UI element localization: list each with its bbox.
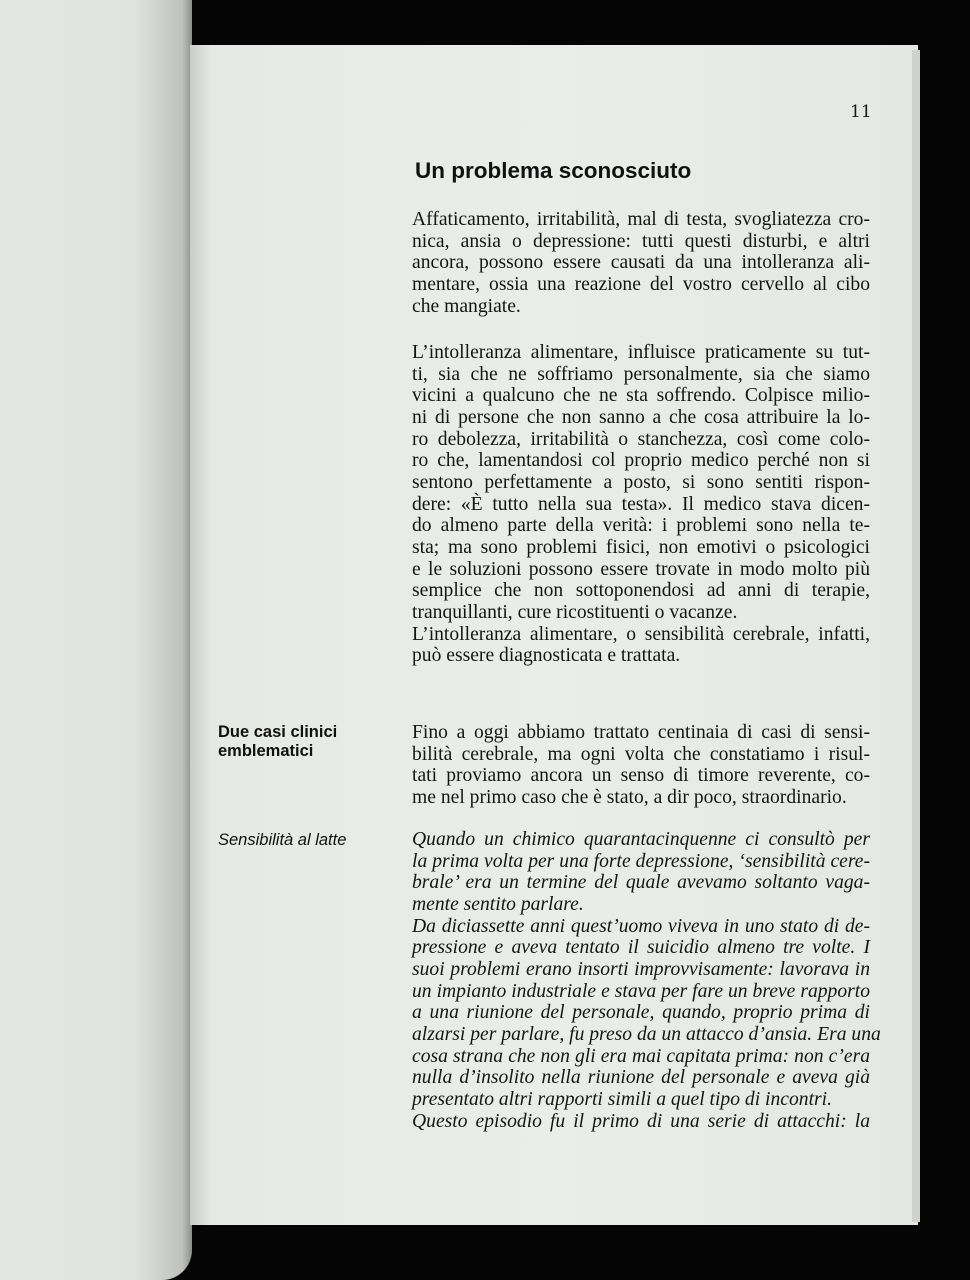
text-line: bilità cerebrale, ma ogni volta che constatiamo i risul- [412,743,870,765]
text-line: sta; ma sono problemi fisici, non emotivi o psicologici [412,536,870,558]
text-line: ro debolezza, irritabilità o stanchezza, così come colo- [412,428,870,450]
side-heading-line: Due casi clinici [218,723,338,741]
paragraph-intro [412,209,870,317]
text-line: tranquillanti, cure ricostituenti o vacanze. [412,601,738,623]
text-line: L’intolleranza alimentare, o sensibilità cerebrale, infatti, [412,623,870,645]
page-edge [912,50,920,1222]
text-line: tati proviamo ancora un senso di timore reverente, co- [412,765,870,787]
text-line: suoi problemi erano insorti improvvisamente: lavorava in [412,958,870,980]
text-line: vicini a qualcuno che ne sta soffrendo. Colpisce milio- [412,385,870,407]
text-line: ancora, possono essere causati da una intolleranza ali- [412,252,870,274]
side-heading-milk: Sensibilità al latte [218,831,347,849]
text-line: ti, sia che ne soffriamo personalmente, sia che siamo [412,363,870,385]
text-line: pressione e aveva tentato il suicidio almeno tre volte. I [412,937,870,959]
text-line: mente sentito parlare. [412,893,584,915]
text-line: a una riunione del personale, quando, proprio prima di [412,1002,870,1024]
text-line: alzarsi per parlare, fu preso da un attacco d’ansia. Era una [412,1023,881,1045]
side-heading-cases [218,723,337,761]
text-line: nica, ansia o depressione: tutti questi disturbi, e altri [412,230,870,252]
text-line: un impianto industriale e stava per fare un breve rapporto [412,980,870,1002]
left-page [0,0,192,1280]
text-line: me nel primo caso che è stato, a dir poco, straordinario. [412,786,847,808]
text-line: Da diciassette anni quest’uomo viveva in uno stato di de- [412,915,870,937]
text-line: e le soluzioni possono essere trovate in modo molto più [412,558,870,580]
text-line: Quando un chimico quarantacinquenne ci consultò per [412,829,870,850]
text-line: Fino a oggi abbiamo trattato centinaia di casi di sensi- [412,722,870,743]
text-line: ni di persone che non sanno a che cosa attribuire la lo- [412,406,870,428]
text-line: Affaticamento, irritabilità, mal di testa, svogliatezza cro- [412,209,870,230]
text-line: cosa strana che non gli era mai capitata prima: non c’era [412,1045,870,1067]
text-line: dere: «È tutto nella sua testa». Il medico stava dicen- [412,493,870,515]
text-line: ro che, lamentandosi col proprio medico perché non si [412,450,870,472]
text-line: nulla d’insolito nella riunione del personale e aveva già [412,1067,870,1089]
page-number: 11 [850,102,872,122]
text-line: può essere diagnosticata e trattata. [412,645,681,667]
text-line: la prima volta per una forte depressione, ‘sensibilità cere- [412,850,870,872]
text-line: mentare, ossia una reazione del vostro cervello al cibo [412,273,870,295]
paragraph-cases [412,722,870,809]
text-line: che mangiate. [412,295,521,317]
paragraph-milk-case [412,829,881,1132]
text-line: L’intolleranza alimentare, influisce praticamente su tut- [412,342,870,363]
text-line: semplice che non sottoponendosi ad anni di terapie, [412,580,870,602]
text-line: presentato altri rapporti simili a quel tipo di incontri. [412,1088,833,1110]
text-line: Questo episodio fu il primo di una serie di attacchi: la [412,1110,870,1132]
chapter-heading: Un problema sconosciuto [415,158,692,183]
text-line: sentono perfettamente a posto, si sono sentiti rispon- [412,471,870,493]
paragraph-intolerance [412,342,870,667]
text-line: do almeno parte della verità: i problemi sono nella te- [412,515,870,537]
side-heading-line: emblematici [218,742,314,760]
text-line: brale’ era un termine del quale avevamo soltanto vaga- [412,872,870,894]
